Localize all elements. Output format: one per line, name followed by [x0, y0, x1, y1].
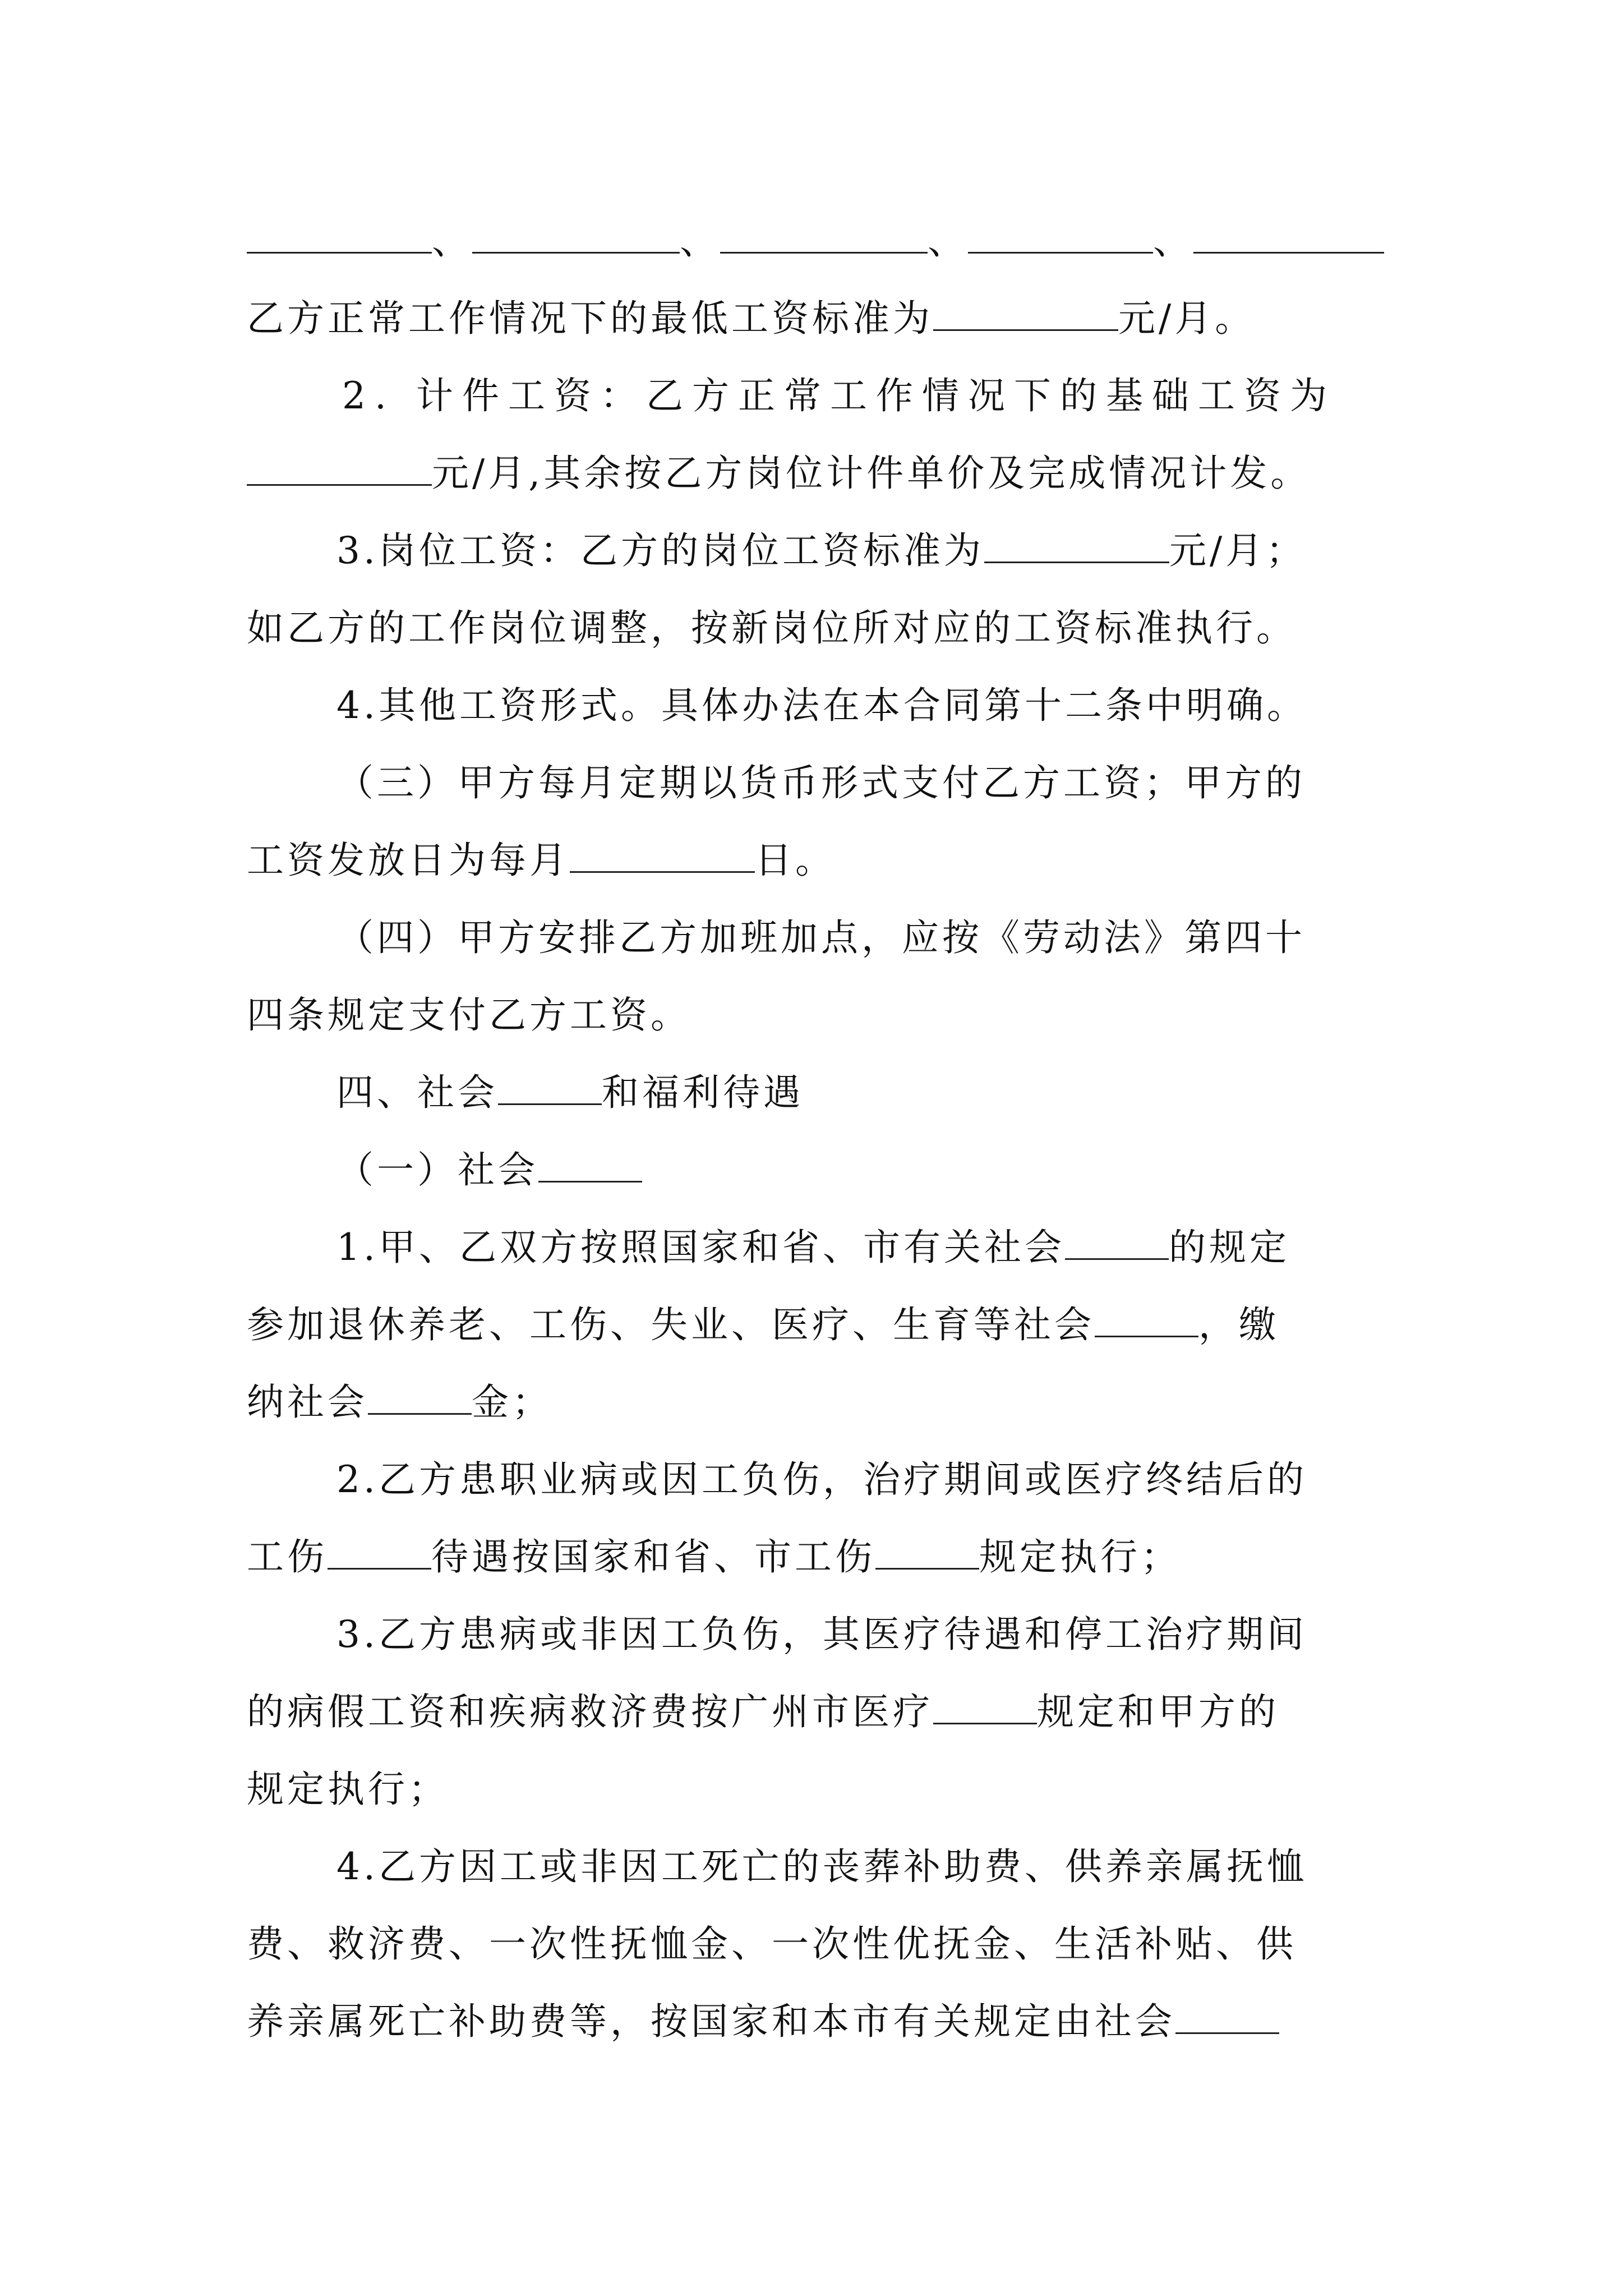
text-line-17: 2.乙方患职业病或因工负伤，治疗期间或医疗终结后的	[336, 1458, 1307, 1501]
text-line-19: 3.乙方患病或非因工负伤，其医疗待遇和停工治疗期间	[336, 1613, 1307, 1656]
blank-field[interactable]	[1175, 2000, 1279, 2034]
blank-field[interactable]	[933, 1690, 1037, 1724]
blank-field[interactable]	[984, 529, 1169, 563]
text-line-7: 4.其他工资形式。具体办法在本合同第十二条中明确。	[336, 684, 1307, 727]
text-line-18: 工伤 待遇按国家和省、市工伤 规定执行；	[247, 1535, 1181, 1579]
blank-field[interactable]	[933, 297, 1118, 331]
blank-field[interactable]	[1065, 1226, 1169, 1260]
blank-field[interactable]	[328, 1535, 431, 1570]
text-line-5: 3.岗位工资：乙方的岗位工资标准为 元/月；	[336, 529, 1307, 572]
text-line-14: 1.甲、乙双方按照国家和省、市有关社会 的规定	[336, 1226, 1290, 1269]
blank-field[interactable]	[538, 1148, 642, 1182]
text-line-6: 如乙方的工作岗位调整，按新岗位所对应的工资标准执行。	[247, 606, 1297, 650]
text-line-9: 工资发放日为每月 日。	[247, 839, 836, 882]
section-heading: 四、社会 和福利待遇	[336, 1071, 804, 1114]
blank-field[interactable]	[472, 219, 680, 254]
blank-field[interactable]	[247, 452, 432, 486]
text-line-15: 参加退休养老、工伤、失业、医疗、生育等社会 ，缴	[247, 1303, 1279, 1346]
text-line-24: 养亲属死亡补助费等，按国家和本市有关规定由社会	[247, 1999, 1279, 2044]
text-line-10: （四）甲方安排乙方加班加点，应按《劳动法》第四十	[336, 916, 1306, 959]
blank-field[interactable]	[1193, 219, 1384, 254]
text-line-16: 纳社会 金；	[247, 1381, 552, 1424]
blank-field[interactable]	[720, 219, 928, 254]
blank-field[interactable]	[1095, 1303, 1198, 1337]
text-line-23: 费、救济费、一次性抚恤金、一次性优抚金、生活补贴、供	[247, 1922, 1297, 1966]
text-line-8: （三）甲方每月定期以货币形式支付乙方工资；甲方的	[336, 761, 1306, 804]
text-line-4: 元/月,其余按乙方岗位计件单价及完成情况计发。	[247, 451, 1311, 496]
blank-field[interactable]	[875, 1535, 979, 1570]
blank-field[interactable]	[498, 1071, 602, 1105]
text-line-22: 4.乙方因工或非因工死亡的丧葬补助费、供养亲属抚恤	[336, 1845, 1307, 1888]
blank-field[interactable]	[570, 839, 755, 873]
text-line-1: 、 、 、 、	[247, 219, 1384, 264]
text-line-11: 四条规定支付乙方工资。	[247, 993, 691, 1037]
blank-field[interactable]	[968, 219, 1153, 254]
text-line-2: 乙方正常工作情况下的最低工资标准为 元/月。	[247, 297, 1256, 340]
blank-field[interactable]	[247, 219, 432, 254]
blank-field[interactable]	[368, 1381, 472, 1415]
text-line-20: 的病假工资和疾病救济费按广州市医疗 规定和甲方的	[247, 1690, 1279, 1733]
text-line-21: 规定执行；	[247, 1768, 449, 1811]
text-line-3: 2. 计件工资：乙方正常工作情况下的基础工资为	[342, 374, 1336, 417]
subsection-heading: （一）社会	[336, 1148, 642, 1193]
